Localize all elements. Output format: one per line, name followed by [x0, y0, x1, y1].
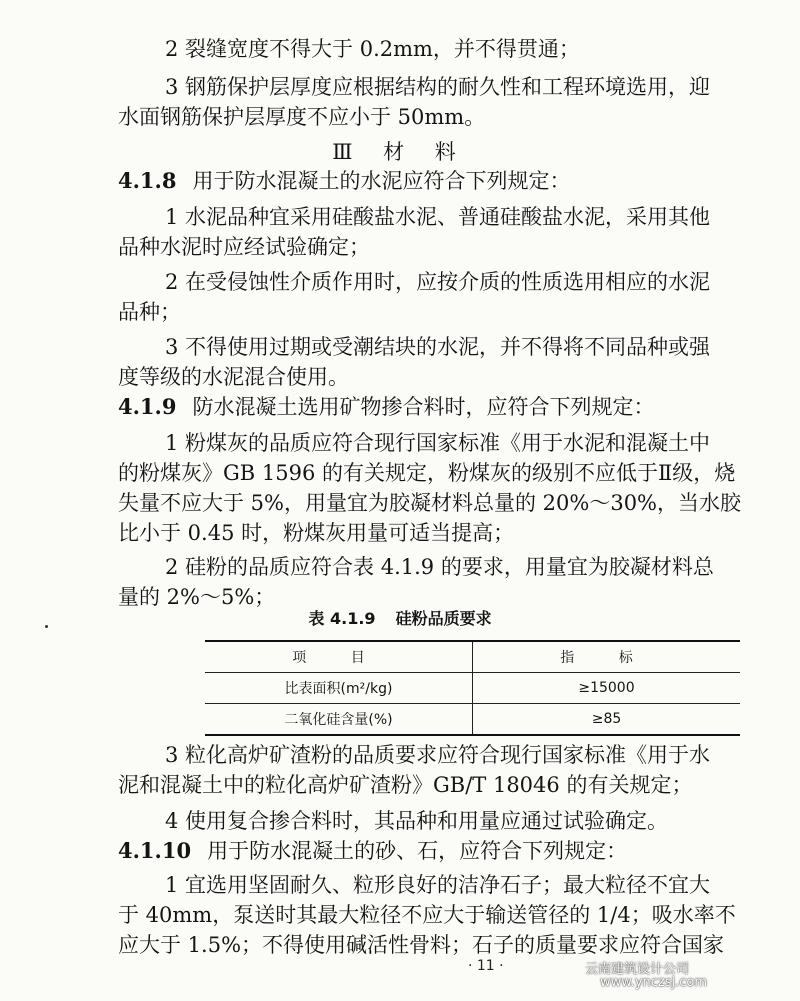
column-header-index: 指 标 [473, 641, 741, 673]
watermark-url: www.ynczsj.com [600, 975, 708, 990]
text-line: 1 粉煤灰的品质应符合现行国家标准《用于水泥和混凝土中 [165, 431, 711, 455]
text-line: 品种； [118, 300, 181, 324]
text-line: 失量不应大于 5%，用量宜为胶凝材料总量的 20%～30%，当水胶 [118, 491, 742, 515]
text-line: 3 不得使用过期或受潮结块的水泥，并不得将不同品种或强 [165, 335, 711, 359]
clause-4-1-9 [118, 392, 654, 422]
clause-number: 4.1.9 [118, 394, 177, 419]
silica-fume-table [205, 640, 740, 736]
text-line: 水面钢筋保护层厚度不应小于 50mm。 [118, 105, 486, 129]
table-row [205, 673, 740, 704]
text-line: 4 使用复合掺合料时，其品种和用量应通过试验确定。 [165, 809, 669, 833]
table-title: 硅粉品质要求 [395, 609, 492, 628]
text-line: 2 在受侵蚀性介质作用时，应按介质的性质选用相应的水泥 [165, 270, 711, 294]
clause-text: 用于防水混凝土的砂、石，应符合下列规定： [207, 839, 628, 863]
table-cell: 比表面积(m²/kg) [205, 673, 473, 704]
clause-4-1-10 [118, 836, 627, 866]
text-line: 2 裂缝宽度不得大于 0.2mm，并不得贯通； [165, 37, 580, 61]
table-caption [0, 606, 800, 629]
clause-number: 4.1.8 [118, 168, 177, 193]
table-number: 表 4.1.9 [308, 609, 376, 628]
text-line: 应大于 1.5%；不得使用碱活性骨料；石子的质量要求应符合国家 [118, 933, 725, 957]
text-line: 1 宜选用坚固耐久、粒形良好的洁净石子；最大粒径不宜大 [165, 873, 711, 897]
table-header-row [205, 641, 740, 673]
text-line: 比小于 0.45 时，粉煤灰用量可适当提高； [118, 521, 515, 545]
page-number: · 11 · [468, 958, 504, 974]
table-cell: ≥85 [473, 704, 741, 736]
text-line: 的粉煤灰》GB 1596 的有关规定，粉煤灰的级别不应低于Ⅱ级，烧 [118, 461, 736, 485]
text-line: 2 硅粉的品质应符合表 4.1.9 的要求，用量宜为胶凝材料总 [165, 555, 714, 579]
table-cell: 二氧化硅含量(%) [205, 704, 473, 736]
text-line: 度等级的水泥混合使用。 [118, 365, 349, 389]
text-line: 1 水泥品种宜采用硅酸盐水泥、普通硅酸盐水泥，采用其他 [165, 205, 711, 229]
clause-number: 4.1.10 [118, 838, 192, 863]
clause-text: 防水混凝土选用矿物掺合料时，应符合下列规定： [192, 395, 655, 419]
text-line: 量的 2%～5%； [118, 585, 276, 609]
text-line: 3 钢筋保护层厚度应根据结构的耐久性和工程环境选用，迎 [165, 75, 711, 99]
clause-4-1-8 [118, 166, 570, 196]
column-header-item: 项 目 [205, 641, 473, 673]
text-line: 品种水泥时应经试验确定； [118, 235, 370, 259]
table-row [205, 704, 740, 736]
clause-text: 用于防水混凝土的水泥应符合下列规定： [192, 169, 571, 193]
watermark-text: 云南建筑设计公司 [585, 962, 690, 977]
section-heading: Ⅲ 材 料 [332, 140, 468, 164]
text-line: 于 40mm，泵送时其最大粒径不应大于输送管径的 1/4；吸水率不 [118, 903, 736, 927]
text-line: 3 粒化高炉矿渣粉的品质要求应符合现行国家标准《用于水 [165, 743, 711, 767]
table-cell: ≥15000 [473, 673, 741, 704]
text-line: 泥和混凝土中的粒化高炉矿渣粉》GB/T 18046 的有关规定； [118, 773, 693, 797]
